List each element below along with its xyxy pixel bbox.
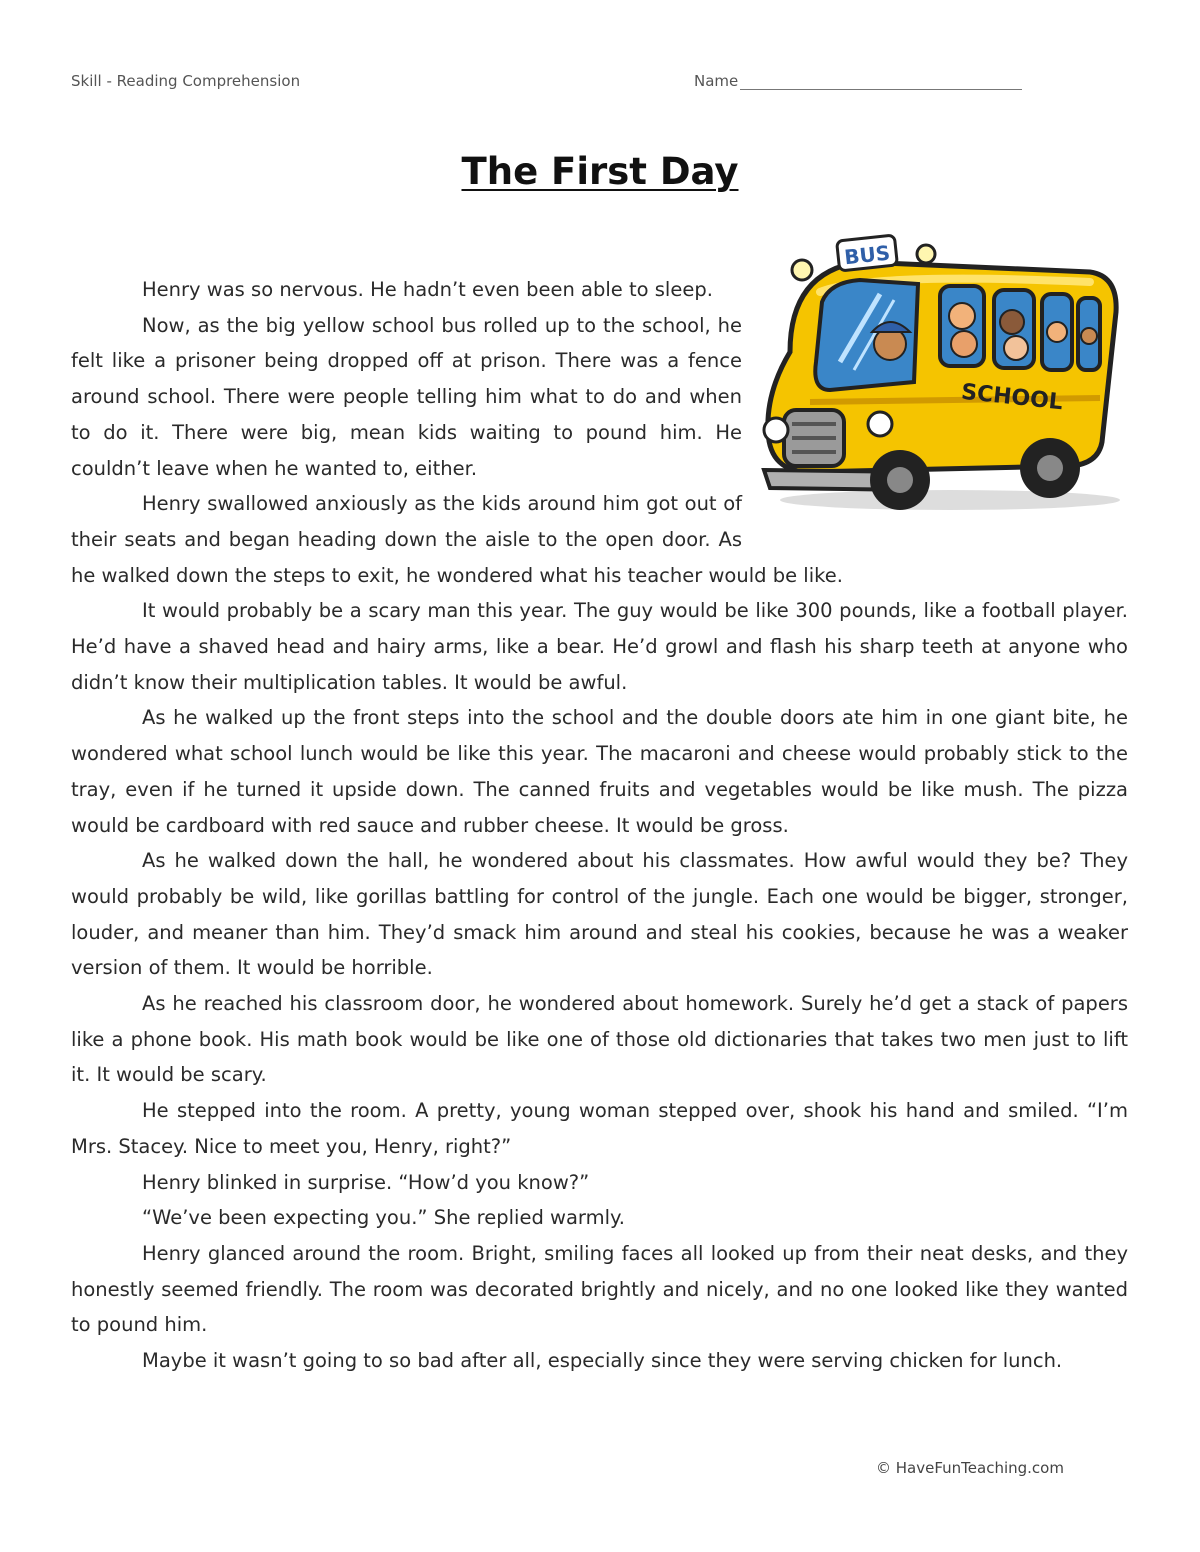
name-label: Name: [694, 72, 739, 90]
story-text: [71, 240, 1128, 1379]
paragraph: Henry was so nervous. He hadn’t even been able to sleep.: [142, 278, 713, 301]
name-blank-line[interactable]: [740, 73, 1022, 90]
paragraph: Maybe it wasn’t going to so bad after all, especially since they were serving chicken for lunch.: [142, 1349, 1063, 1373]
school-sign-text: SCHOOL: [960, 379, 1064, 416]
paragraph: As he walked down the hall, he wondered about his classmates. How awful would they be? They would probably be wild, like gorillas battling for control of the jungle. Each one would be bigger, stronger, louder, and meaner than him. They’d smack him around and steal his cookies, because he was a weaker version of them. It would be horrible.: [71, 849, 1128, 980]
bus-sign-text: BUS: [843, 240, 892, 270]
paragraph: Henry swallowed anxiously as the kids around him got out of their seats and began heading down the aisle to the open door. As he walked down the steps to exit, he wondered what his teacher would be like.: [71, 492, 843, 587]
copyright-footer: © HaveFunTeaching.com: [876, 1459, 1064, 1477]
paragraph: Henry blinked in surprise. “How’d you know?”: [142, 1170, 590, 1194]
paragraph: Henry glanced around the room. Bright, smiling faces all looked up from their neat desks, and they honestly seemed friendly. The room was decorated brightly and nicely, and no one looked like they wanted to pound him.: [71, 1241, 1128, 1337]
paragraph: As he reached his classroom door, he wondered about homework. Surely he’d get a stack of papers like a phone book. His math book would be like one of those old dictionaries that takes two men just to lift it. It would be scary.: [71, 992, 1128, 1087]
skill-label: Skill - Reading Comprehension: [71, 72, 301, 90]
paragraph: “We’ve been expecting you.” She replied warmly.: [142, 1206, 625, 1230]
school-bus-illustration: [750, 232, 1128, 532]
name-field: [694, 72, 1022, 90]
school-bus-icon: [750, 232, 1128, 532]
paragraph: As he walked up the front steps into the school and the double doors ate him in one giant bite, he wondered what school lunch would be like this year. The macaroni and cheese would probably stick to the tray, even if he turned it upside down. The canned fruits and vegetables would be like mush. The pizza would be cardboard with red sauce and rubber cheese. It would be gross.: [71, 706, 1128, 837]
page-title-text: The First Day: [461, 150, 739, 193]
paragraph: Now, as the big yellow school bus rolled up to the school, he felt like a prisoner being dropped off at prison. There was a fence around school. There were people telling him what to do and when to do it. There were big, mean kids waiting to pound him. He couldn’t leave when he wanted to, either.: [71, 313, 742, 480]
paragraph: It would probably be a scary man this year. The guy would be like 300 pounds, like a football player. He’d have a shaved head and hairy arms, like a bear. He’d growl and flash his sharp teeth at anyone who didn’t know their multiplication tables. It would be awful.: [71, 599, 1128, 694]
page-title: [0, 150, 1200, 193]
paragraph: He stepped into the room. A pretty, young woman stepped over, shook his hand and smiled. “I’m Mrs. Stacey. Nice to meet you, Henry, right?”: [71, 1099, 1128, 1158]
